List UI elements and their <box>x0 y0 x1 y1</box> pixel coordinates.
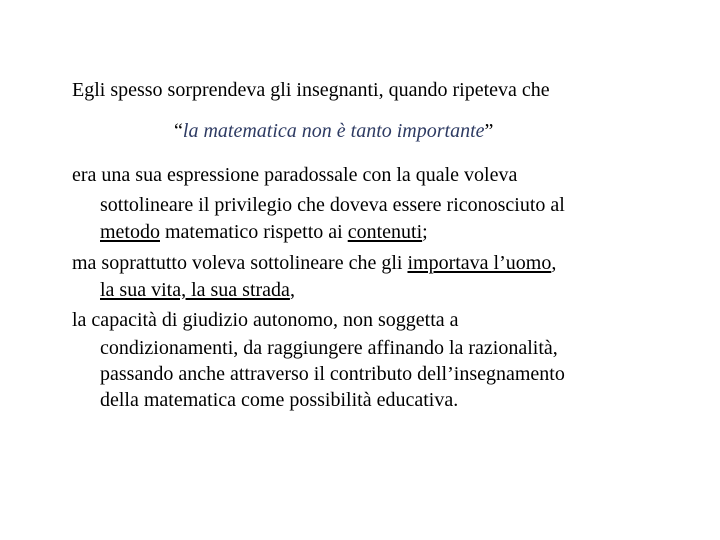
p3-line3-text: passando anche attraverso il contributo dell’insegnamento <box>100 363 565 385</box>
p1-line1-text: era una sua espressione paradossale con la quale voleva <box>72 164 518 186</box>
underlined-la-sua-vita: la sua vita, la sua strada <box>100 279 290 301</box>
p1-line2-text: sottolineare il privilegio che doveva essere riconosciuto al <box>100 194 565 216</box>
quote-close-mark: ” <box>484 120 494 142</box>
underlined-contenuti: contenuti <box>347 221 423 243</box>
p2-line2-comma: , <box>289 279 295 301</box>
paragraph-1-line-2 <box>100 193 565 217</box>
paragraph-2-line-1 <box>72 251 556 275</box>
p3-line1-text: la capacità di giudizio autonomo, non soggetta a <box>72 309 459 331</box>
paragraph-1-line-1 <box>72 163 517 187</box>
underlined-importava-luomo: importava l’uomo <box>407 252 552 274</box>
p2-line1-text: ma soprattutto voleva sottolineare che gli <box>72 252 408 274</box>
intro-text: Egli spesso sorprendeva gli insegnanti, quando ripeteva che <box>72 79 550 101</box>
paragraph-2-line-2 <box>100 278 295 302</box>
p2-line1-comma: , <box>551 252 557 274</box>
p1-line3-middle: matematico rispetto ai <box>160 221 348 243</box>
quote-text: la matematica non è tanto importante <box>182 120 485 142</box>
paragraph-3-line-3 <box>100 362 565 386</box>
p3-line2-text: condizionamenti, da raggiungere affinando la razionalità, <box>100 337 558 359</box>
paragraph-3-line-1 <box>72 308 459 332</box>
underlined-metodo: metodo <box>100 221 160 243</box>
p1-line3-end: ; <box>422 221 428 243</box>
paragraph-3-line-4 <box>100 388 458 412</box>
p3-line4-text: della matematica come possibilità educativa. <box>100 389 459 411</box>
intro-line <box>72 78 550 102</box>
quote-open-mark: “ <box>174 120 183 142</box>
paragraph-1-line-3 <box>100 220 428 244</box>
quote-line <box>174 119 493 143</box>
paragraph-3-line-2 <box>100 336 558 360</box>
